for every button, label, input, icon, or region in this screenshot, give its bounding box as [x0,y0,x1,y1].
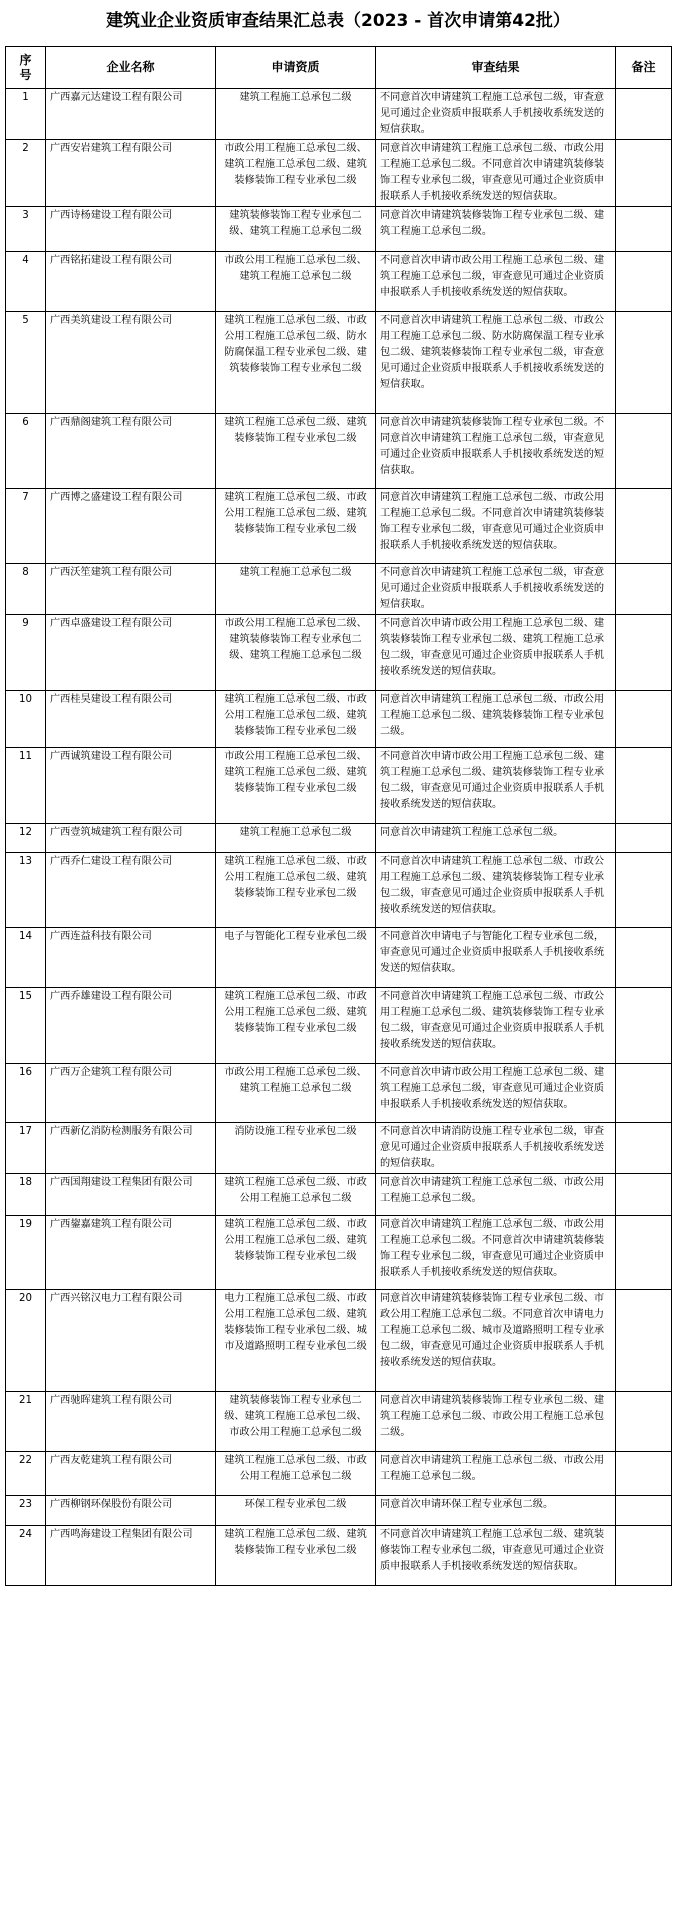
table-row [6,1496,672,1526]
cell-qualification: 建筑工程施工总承包二级 [216,824,376,853]
table-row [6,89,672,140]
cell-result: 同意首次申请环保工程专业承包二级。 [376,1496,616,1526]
cell-company: 广西壹筑城建筑工程有限公司 [46,824,216,853]
cell-company: 广西鸣海建设工程集团有限公司 [46,1526,216,1586]
cell-no: 23 [6,1496,46,1526]
cell-result: 不同意首次申请电子与智能化工程专业承包二级，审查意见可通过企业资质申报联系人手机接收系统发送的短信获取。 [376,928,616,988]
cell-qualification: 建筑工程施工总承包二级 [216,564,376,615]
table-row [6,252,672,312]
cell-company: 广西桂昊建设工程有限公司 [46,691,216,748]
cell-qualification: 建筑工程施工总承包二级、建筑装修装饰工程专业承包二级 [216,1526,376,1586]
cell-result: 同意首次申请建筑装修装饰工程专业承包二级。不同意首次申请建筑工程施工总承包二级，审查意见可通过企业资质申报联系人手机接收系统发送的短信获取。 [376,414,616,489]
table-row [6,1392,672,1452]
cell-company: 广西诗杨建设工程有限公司 [46,207,216,252]
table-row [6,748,672,824]
cell-company: 广西驰晖建筑工程有限公司 [46,1392,216,1452]
cell-qualification: 建筑工程施工总承包二级、市政公用工程施工总承包二级 [216,1452,376,1496]
page-title: 建筑业企业资质审查结果汇总表（2023 - 首次申请第42批） [106,11,570,31]
cell-qualification: 建筑工程施工总承包二级 [216,89,376,140]
cell-no: 9 [6,615,46,691]
cell-qualification: 市政公用工程施工总承包二级、建筑工程施工总承包二级、建筑装修装饰工程专业承包二级 [216,748,376,824]
cell-company: 广西嘉元达建设工程有限公司 [46,89,216,140]
cell-qualification: 建筑工程施工总承包二级、市政公用工程施工总承包二级 [216,1174,376,1216]
table-row [6,1216,672,1290]
cell-no: 10 [6,691,46,748]
cell-qualification: 建筑装修装饰工程专业承包二级、建筑工程施工总承包二级 [216,207,376,252]
cell-company: 广西新亿消防检测服务有限公司 [46,1123,216,1174]
cell-result: 同意首次申请建筑工程施工总承包二级、市政公用工程施工总承包二级。不同意首次申请建筑装修装饰工程专业承包二级，审查意见可通过企业资质申报联系人手机接收系统发送的短信获取。 [376,140,616,207]
cell-company: 广西卓盛建设工程有限公司 [46,615,216,691]
table-row [6,1526,672,1586]
table-row [6,1123,672,1174]
cell-result: 不同意首次申请建筑工程施工总承包二级、市政公用工程施工总承包二级、防水防腐保温工程专业承包二级、建筑装修装饰工程专业承包二级，审查意见可通过企业资质申报联系人手机接收系统发送的短信获取。 [376,312,616,414]
table-row [6,1064,672,1123]
cell-result: 不同意首次申请消防设施工程专业承包二级，审查意见可通过企业资质申报联系人手机接收系统发送的短信获取。 [376,1123,616,1174]
cell-qualification: 建筑装修装饰工程专业承包二级、建筑工程施工总承包二级、市政公用工程施工总承包二级 [216,1392,376,1452]
cell-no: 4 [6,252,46,312]
cell-qualification: 建筑工程施工总承包二级、市政公用工程施工总承包二级、建筑装修装饰工程专业承包二级 [216,489,376,564]
table-row [6,312,672,414]
cell-company: 广西沃笙建筑工程有限公司 [46,564,216,615]
cell-no: 7 [6,489,46,564]
cell-remark [616,140,672,207]
table-row [6,1290,672,1392]
cell-no: 3 [6,207,46,252]
cell-no: 8 [6,564,46,615]
cell-company: 广西万企建筑工程有限公司 [46,1064,216,1123]
cell-company: 广西乔雄建设工程有限公司 [46,988,216,1064]
cell-no: 5 [6,312,46,414]
cell-remark [616,489,672,564]
cell-remark [616,1290,672,1392]
table-row [6,564,672,615]
header-company: 企业名称 [46,47,216,89]
cell-qualification: 市政公用工程施工总承包二级、建筑工程施工总承包二级、建筑装修装饰工程专业承包二级 [216,140,376,207]
cell-qualification: 市政公用工程施工总承包二级、建筑装修装饰工程专业承包二级、建筑工程施工总承包二级 [216,615,376,691]
cell-qualification: 建筑工程施工总承包二级、市政公用工程施工总承包二级、建筑装修装饰工程专业承包二级 [216,853,376,928]
cell-remark [616,252,672,312]
cell-no: 16 [6,1064,46,1123]
cell-result: 同意首次申请建筑工程施工总承包二级、市政公用工程施工总承包二级。不同意首次申请建筑装修装饰工程专业承包二级，审查意见可通过企业资质申报联系人手机接收系统发送的短信获取。 [376,489,616,564]
table-row [6,824,672,853]
results-table [5,46,672,1586]
cell-no: 19 [6,1216,46,1290]
cell-result: 不同意首次申请建筑工程施工总承包二级，审查意见可通过企业资质申报联系人手机接收系统发送的短信获取。 [376,89,616,140]
cell-no: 15 [6,988,46,1064]
cell-remark [616,207,672,252]
cell-company: 广西连益科技有限公司 [46,928,216,988]
cell-qualification: 市政公用工程施工总承包二级、建筑工程施工总承包二级 [216,1064,376,1123]
cell-no: 2 [6,140,46,207]
cell-no: 6 [6,414,46,489]
table-body [6,89,672,1586]
cell-company: 广西安岩建筑工程有限公司 [46,140,216,207]
cell-company: 广西博之盛建设工程有限公司 [46,489,216,564]
cell-qualification: 电子与智能化工程专业承包二级 [216,928,376,988]
table-row [6,489,672,564]
cell-result: 同意首次申请建筑装修装饰工程专业承包二级、市政公用工程施工总承包二级。不同意首次申请电力工程施工总承包二级、城市及道路照明工程专业承包二级，审查意见可通过企业资质申报联系人手机接收系统发送的短信获取。 [376,1290,616,1392]
cell-no: 20 [6,1290,46,1392]
cell-qualification: 建筑工程施工总承包二级、市政公用工程施工总承包二级、防水防腐保温工程专业承包二级、建筑装修装饰工程专业承包二级 [216,312,376,414]
table-row [6,853,672,928]
cell-result: 不同意首次申请市政公用工程施工总承包二级、建筑工程施工总承包二级，审查意见可通过企业资质申报联系人手机接收系统发送的短信获取。 [376,252,616,312]
cell-remark [616,89,672,140]
table-row [6,207,672,252]
cell-remark [616,1064,672,1123]
header-no: 序号 [6,47,46,89]
cell-remark [616,312,672,414]
cell-remark [616,1174,672,1216]
cell-result: 同意首次申请建筑工程施工总承包二级、市政公用工程施工总承包二级。 [376,1174,616,1216]
table-row [6,140,672,207]
cell-result: 同意首次申请建筑工程施工总承包二级。 [376,824,616,853]
cell-result: 不同意首次申请建筑工程施工总承包二级、市政公用工程施工总承包二级、建筑装修装饰工程专业承包二级，审查意见可通过企业资质申报联系人手机接收系统发送的短信获取。 [376,988,616,1064]
table-header-row [6,47,672,89]
cell-qualification: 建筑工程施工总承包二级、建筑装修装饰工程专业承包二级 [216,414,376,489]
cell-qualification: 建筑工程施工总承包二级、市政公用工程施工总承包二级、建筑装修装饰工程专业承包二级 [216,691,376,748]
table-row [6,414,672,489]
cell-qualification: 消防设施工程专业承包二级 [216,1123,376,1174]
cell-remark [616,691,672,748]
table-row [6,1452,672,1496]
cell-company: 广西友乾建筑工程有限公司 [46,1452,216,1496]
cell-remark [616,988,672,1064]
cell-qualification: 市政公用工程施工总承包二级、建筑工程施工总承包二级 [216,252,376,312]
cell-no: 13 [6,853,46,928]
cell-remark [616,564,672,615]
cell-remark [616,615,672,691]
cell-company: 广西国翔建设工程集团有限公司 [46,1174,216,1216]
cell-company: 广西诚筑建设工程有限公司 [46,748,216,824]
cell-no: 1 [6,89,46,140]
cell-result: 不同意首次申请建筑工程施工总承包二级，审查意见可通过企业资质申报联系人手机接收系统发送的短信获取。 [376,564,616,615]
table-row [6,615,672,691]
cell-remark [616,853,672,928]
cell-remark [616,928,672,988]
table-row [6,691,672,748]
cell-no: 18 [6,1174,46,1216]
cell-remark [616,414,672,489]
cell-result: 同意首次申请建筑工程施工总承包二级、市政公用工程施工总承包二级。不同意首次申请建筑装修装饰工程专业承包二级，审查意见可通过企业资质申报联系人手机接收系统发送的短信获取。 [376,1216,616,1290]
cell-company: 广西乔仁建设工程有限公司 [46,853,216,928]
cell-qualification: 建筑工程施工总承包二级、市政公用工程施工总承包二级、建筑装修装饰工程专业承包二级 [216,988,376,1064]
cell-remark [616,1216,672,1290]
cell-company: 广西柳钢环保股份有限公司 [46,1496,216,1526]
cell-company: 广西铭拓建设工程有限公司 [46,252,216,312]
cell-no: 24 [6,1526,46,1586]
cell-no: 11 [6,748,46,824]
cell-no: 22 [6,1452,46,1496]
cell-company: 广西兴铭汉电力工程有限公司 [46,1290,216,1392]
cell-qualification: 建筑工程施工总承包二级、市政公用工程施工总承包二级、建筑装修装饰工程专业承包二级 [216,1216,376,1290]
cell-result: 同意首次申请建筑装修装饰工程专业承包二级、建筑工程施工总承包二级、市政公用工程施工总承包二级。 [376,1392,616,1452]
cell-result: 同意首次申请建筑装修装饰工程专业承包二级、建筑工程施工总承包二级。 [376,207,616,252]
table-row [6,988,672,1064]
cell-result: 不同意首次申请市政公用工程施工总承包二级、建筑装修装饰工程专业承包二级、建筑工程施工总承包二级，审查意见可通过企业资质申报联系人手机接收系统发送的短信获取。 [376,615,616,691]
cell-result: 不同意首次申请建筑工程施工总承包二级、市政公用工程施工总承包二级、建筑装修装饰工程专业承包二级，审查意见可通过企业资质申报联系人手机接收系统发送的短信获取。 [376,853,616,928]
cell-company: 广西鼎阁建筑工程有限公司 [46,414,216,489]
cell-remark [616,1123,672,1174]
cell-company: 广西美筑建设工程有限公司 [46,312,216,414]
cell-company: 广西鋆嘉建筑工程有限公司 [46,1216,216,1290]
header-qualification: 申请资质 [216,47,376,89]
cell-no: 17 [6,1123,46,1174]
cell-remark [616,1392,672,1452]
cell-no: 14 [6,928,46,988]
cell-remark [616,1526,672,1586]
cell-qualification: 电力工程施工总承包二级、市政公用工程施工总承包二级、建筑装修装饰工程专业承包二级、城市及道路照明工程专业承包二级 [216,1290,376,1392]
cell-remark [616,1496,672,1526]
cell-result: 不同意首次申请市政公用工程施工总承包二级、建筑工程施工总承包二级、建筑装修装饰工程专业承包二级，审查意见可通过企业资质申报联系人手机接收系统发送的短信获取。 [376,748,616,824]
table-row [6,1174,672,1216]
header-result: 审查结果 [376,47,616,89]
cell-no: 12 [6,824,46,853]
cell-result: 同意首次申请建筑工程施工总承包二级、市政公用工程施工总承包二级。 [376,1452,616,1496]
cell-remark [616,748,672,824]
cell-result: 不同意首次申请建筑工程施工总承包二级、建筑装修装饰工程专业承包二级，审查意见可通过企业资质申报联系人手机接收系统发送的短信获取。 [376,1526,616,1586]
table-row [6,928,672,988]
cell-result: 同意首次申请建筑工程施工总承包二级、市政公用工程施工总承包二级、建筑装修装饰工程专业承包二级。 [376,691,616,748]
cell-no: 21 [6,1392,46,1452]
cell-remark [616,824,672,853]
cell-result: 不同意首次申请市政公用工程施工总承包二级、建筑工程施工总承包二级，审查意见可通过企业资质申报联系人手机接收系统发送的短信获取。 [376,1064,616,1123]
header-remark: 备注 [616,47,672,89]
cell-remark [616,1452,672,1496]
cell-qualification: 环保工程专业承包二级 [216,1496,376,1526]
